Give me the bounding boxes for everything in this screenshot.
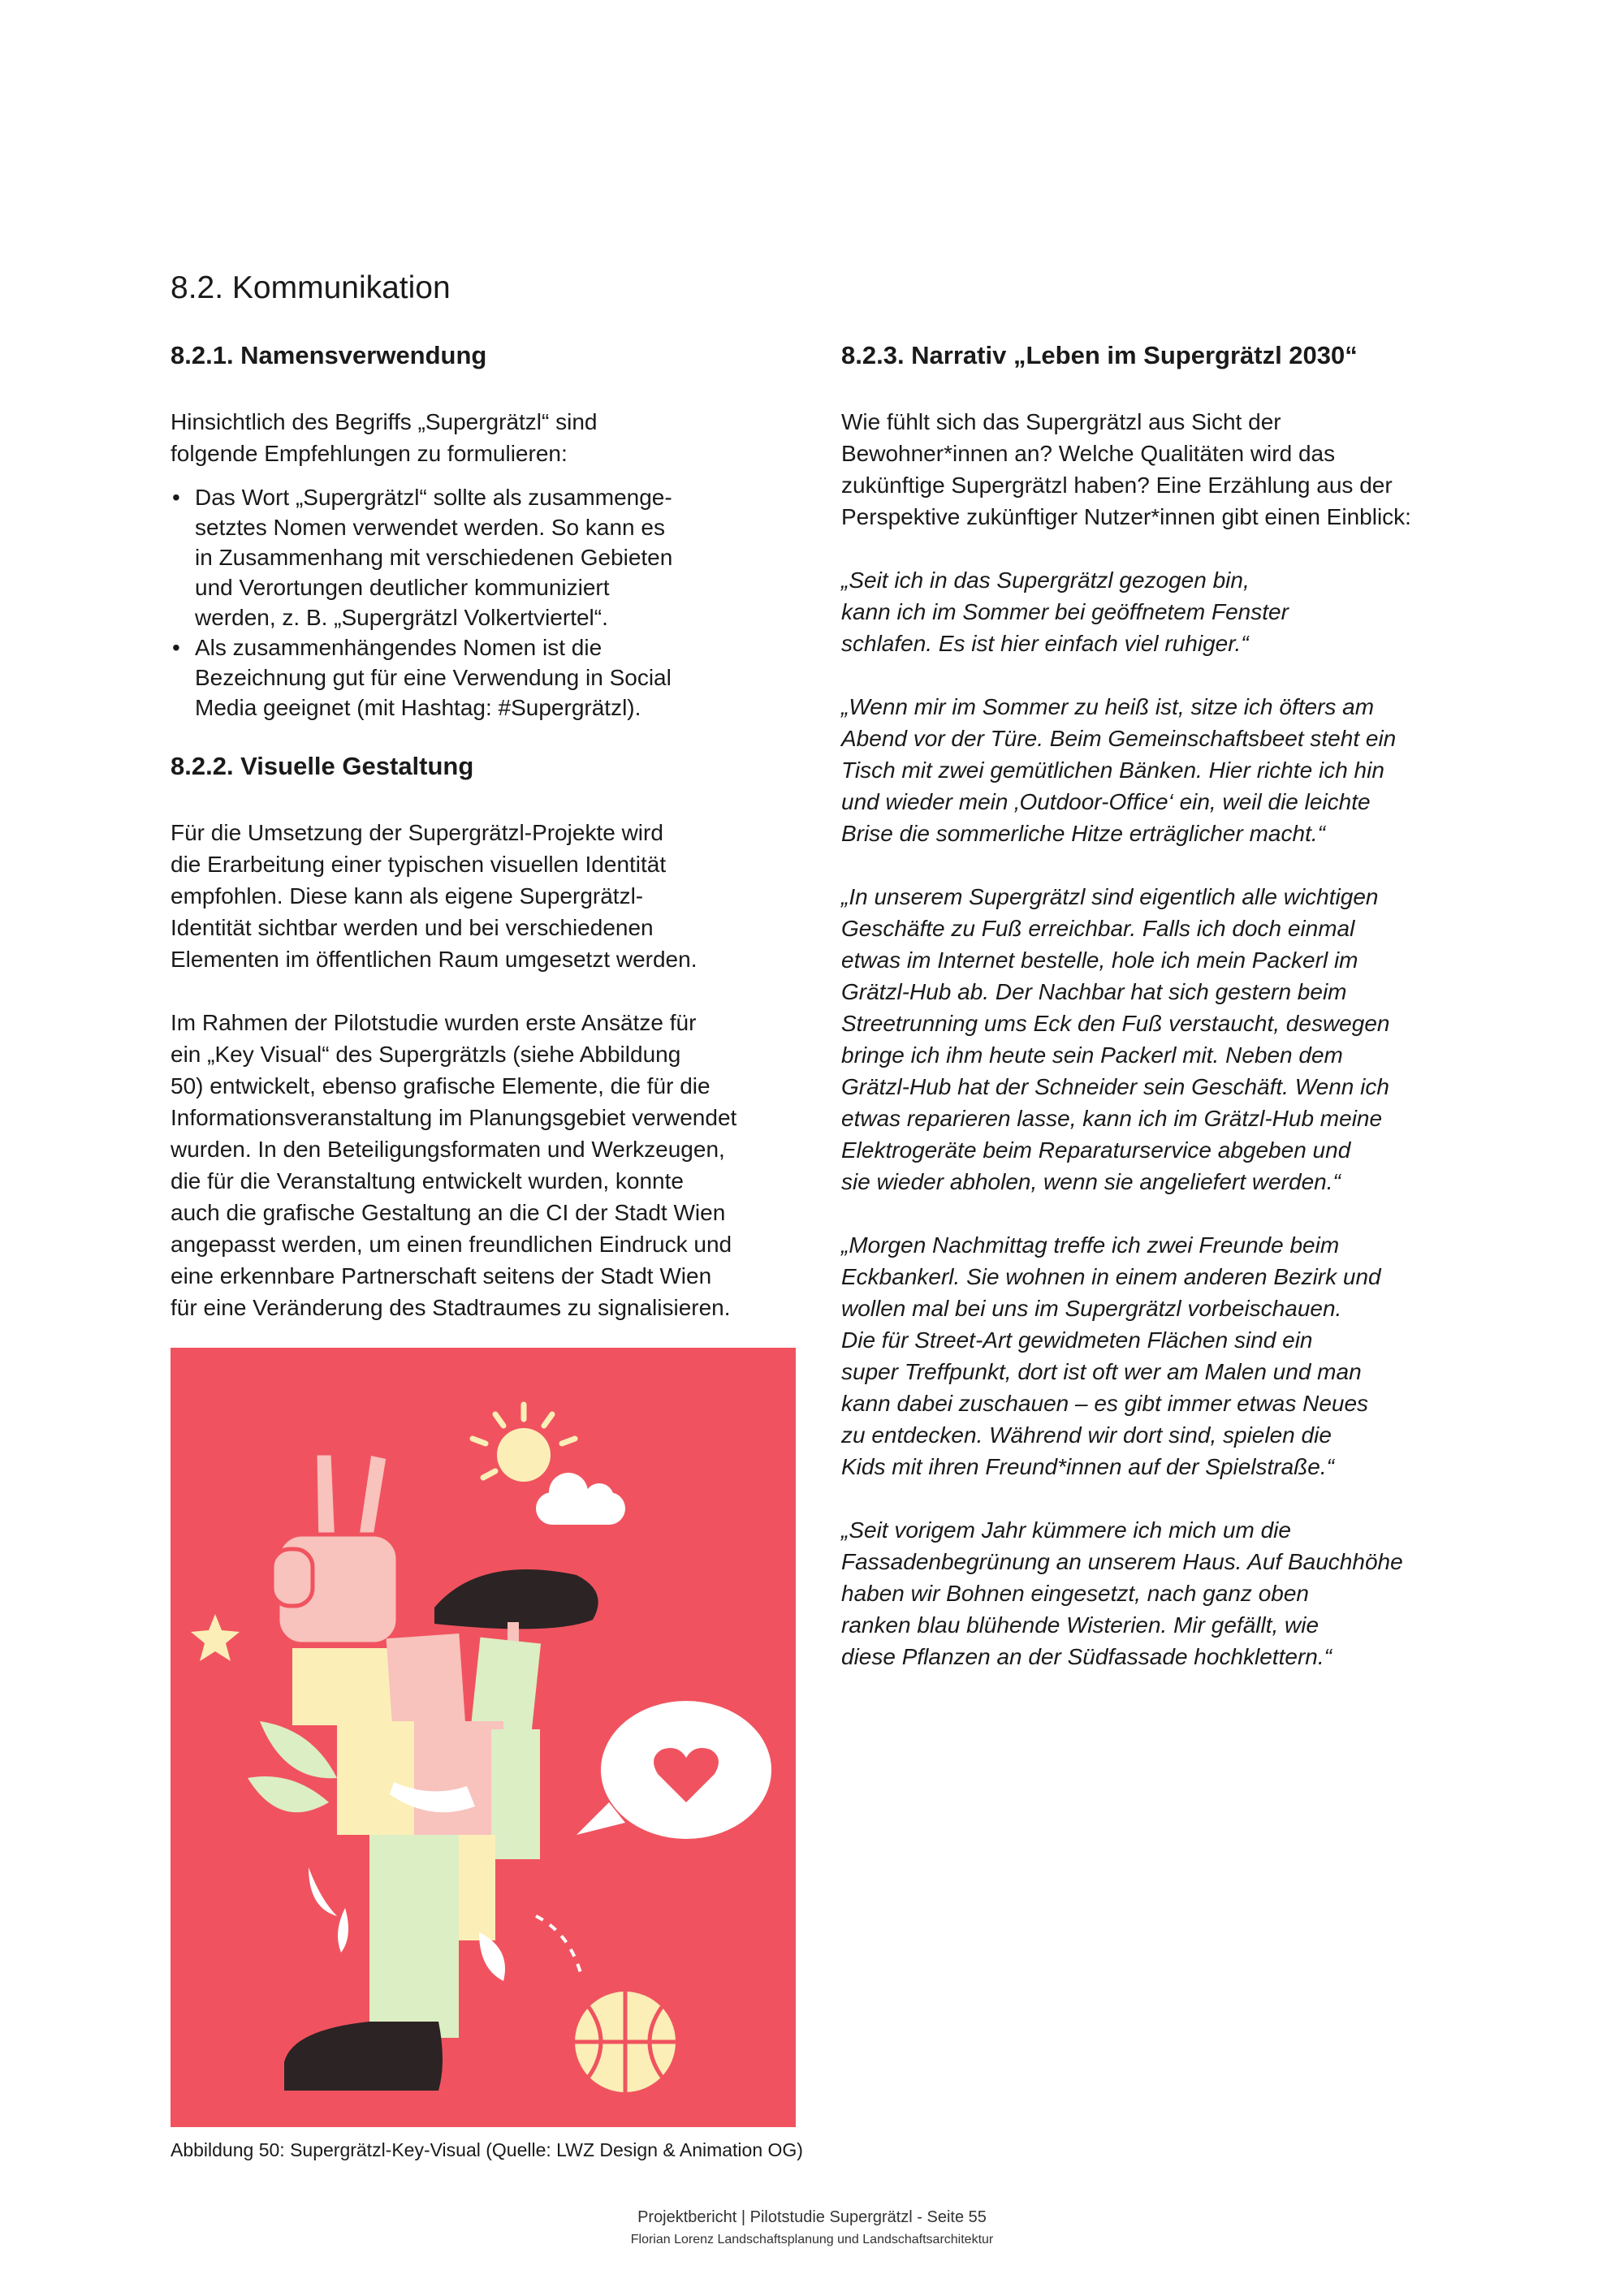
recommendation-list (171, 482, 812, 723)
basketball-icon (575, 1992, 676, 2092)
quote-1: „Seit ich in das Supergrätzl gezogen bin, kann ich im Sommer bei geöffnetem Fenster schlafen. Es ist hier einfach viel ruhiger.“ (841, 568, 1289, 656)
heading-namensverwendung: 8.2.1. Namensverwendung (171, 341, 487, 369)
list-item: • Als zusammenhängendes Nomen ist die Bezeichnung gut für eine Verwendung in Social Media geeignet (mit Hashtag: #Supergrätzl). (171, 632, 812, 723)
heading-narrativ: 8.2.3. Narrativ „Leben im Supergrätzl 2030“ (841, 341, 1358, 369)
quote-2: „Wenn mir im Sommer zu heiß ist, sitze ich öfters am Abend vor der Türe. Beim Gemeinschaftsbeet steht ein Tisch mit zwei gemütlichen Bänken. Hier richte ich hin und wieder mein ‚Outdoor-Office‘ ein, weil die leichte Brise die sommerliche Hitze erträglicher macht.“ (841, 694, 1397, 846)
quote-5: „Seit vorigem Jahr kümmere ich mich um die Fassadenbegrünung an unserem Haus. Auf Bauchhöhe haben wir Bohnen eingesetzt, nach ganz oben ranken blau blühende Wisterien. Mir gefällt, wie diese Pflanzen an der Südfassade hochklettern.“ (841, 1517, 1403, 1669)
visuelle-gestaltung-para2: Im Rahmen der Pilotstudie wurden erste Ansätze für ein „Key Visual“ des Supergrätzls (siehe Abbildung 50) entwickelt, ebenso grafische Elemente, die für die Informationsveranstaltung im Planungsgebiet verwendet wurden. In den Beteiligungsformaten und Werkzeugen, die für die Veranstaltung entwickelt wurden, konnte auch die grafische Gestaltung an die CI der Stadt Wien angepasst werden, um einen freundlichen Eindruck und eine erkennbare Partnerschaft seitens der Stadt Wien für eine Veränderung des Stadtraumes zu signalisieren. (171, 1010, 737, 1320)
text-line: Hinsichtlich des Begriffs „Supergrätzl“ sind (171, 409, 598, 434)
footer-author: Florian Lorenz Landschaftsplanung und Landschaftsarchitektur (630, 2233, 994, 2246)
narrativ-intro: Wie fühlt sich das Supergrätzl aus Sicht der Bewohner*innen an? Welche Qualitäten wird das zukünftige Supergrätzl haben? Eine Erzählung aus der Perspektive zukünftiger Nutzer*innen gibt einen Einblick: (841, 409, 1411, 529)
namensverwendung-intro (171, 406, 812, 469)
quote-3: „In unserem Supergrätzl sind eigentlich alle wichtigen Geschäfte zu Fuß erreichbar. Falls ich doch einmal etwas im Internet bestelle, hole ich mein Packerl im Grätzl-Hub ab. Der Nachbar hat sich gestern beim Streetrunning ums Eck den Fuß verstaucht, deswegen bringe ich ihm heute sein Packerl mit. Neben dem Grätzl-Hub hat der Schneider sein Geschäft. Wenn ich etwas reparieren lasse, kann ich im Grätzl-Hub meine Elektrogeräte beim Reparaturservice abgeben und sie wieder abholen, wenn sie angeliefert werden.“ (841, 884, 1390, 1194)
footer-title: Projektbericht | Pilotstudie Supergrätzl - Seite 55 (637, 2208, 987, 2226)
text-line: folgende Empfehlungen zu formulieren: (171, 441, 568, 466)
quote-4: „Morgen Nachmittag treffe ich zwei Freunde beim Eckbankerl. Sie wohnen in einem anderen Bezirk und wollen mal bei uns im Supergrätzl vorbeischauen. Die für Street-Art gewidmeten Flächen sind ein super Treffpunkt, dort ist oft wer am Malen und man kann dabei zuschauen – es gibt immer etwas Neues zu entdecken. Während wir dort sind, spielen die Kids mit ihren Freund*innen auf der Spielstraße.“ (841, 1232, 1381, 1479)
heading-visuelle-gestaltung: 8.2.2. Visuelle Gestaltung (171, 752, 474, 780)
visuelle-gestaltung-para1: Für die Umsetzung der Supergrätzl-Projekte wird die Erarbeitung einer typischen visuellen Identität empfohlen. Diese kann als eigene Supergrätzl- Identität sichtbar werden und bei verschiedenen Elementen im öffentlichen Raum umgesetzt werden. (171, 820, 698, 972)
key-visual-illustration (171, 1348, 796, 2127)
figure-caption: Abbildung 50: Supergrätzl-Key-Visual (Quelle: LWZ Design & Animation OG) (171, 2139, 803, 2160)
section-title: 8.2. Kommunikation (171, 270, 451, 305)
list-item: • Das Wort „Supergrätzl“ sollte als zusammenge- setztes Nomen verwendet werden. So kann es in Zusammenhang mit verschiedenen Gebieten und Verortungen deutlicher kommuniziert werden, z. B. „Supergrätzl Volkertviertel“. (171, 482, 812, 632)
